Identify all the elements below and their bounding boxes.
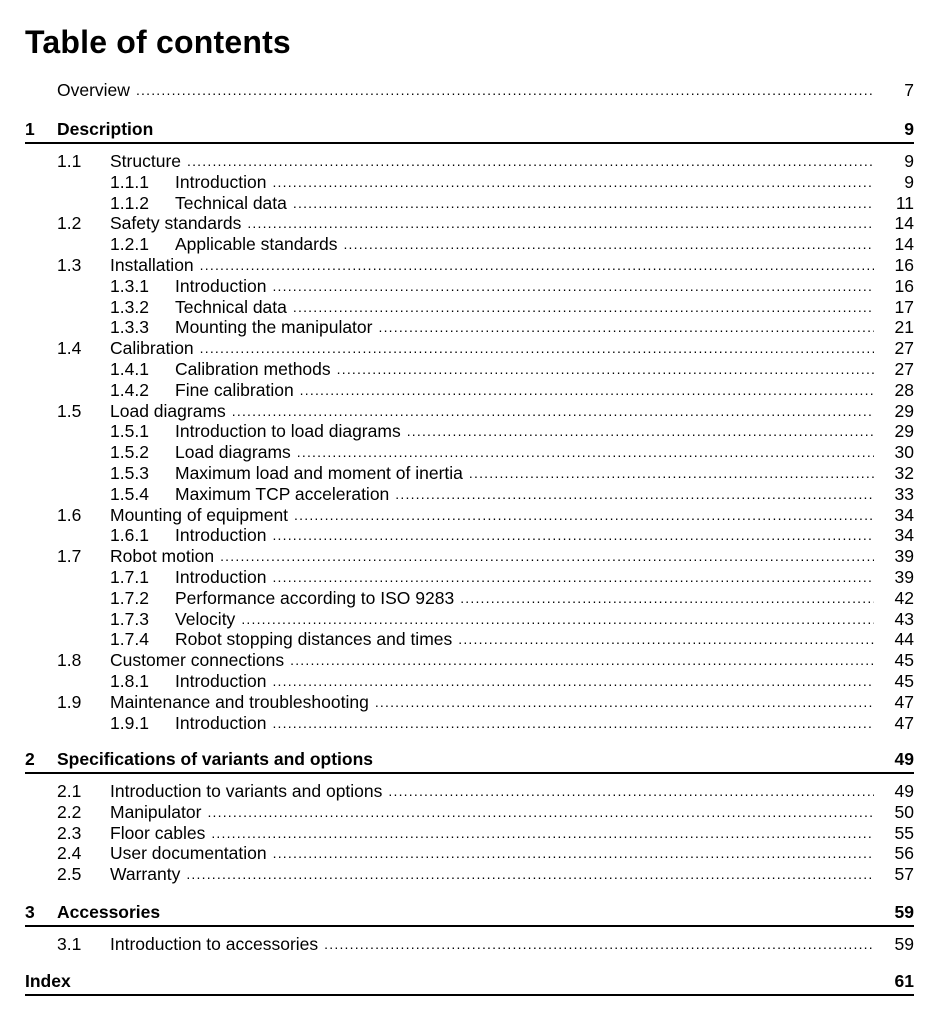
entry-page-number: 42 xyxy=(894,588,914,608)
entry-title: Floor cables xyxy=(110,823,211,844)
entry-number: 1.9.1 xyxy=(110,713,149,733)
entry-page-number: 11 xyxy=(895,193,914,213)
entry-title: Customer connections xyxy=(110,650,290,671)
entry-page-number: 57 xyxy=(894,864,914,884)
entry-page-number: 45 xyxy=(894,650,914,670)
toc-entry-1-3[interactable] xyxy=(57,255,914,276)
entry-number: 1.3.3 xyxy=(110,317,149,337)
toc-entry-1-2[interactable] xyxy=(57,213,914,234)
toc-entry-1-6[interactable] xyxy=(57,505,914,526)
entry-number: 2.4 xyxy=(57,843,82,863)
entry-number: 1.8 xyxy=(57,650,82,670)
entry-page-number: 34 xyxy=(894,525,914,545)
entry-title: Introduction xyxy=(175,671,272,692)
entry-page-number: 34 xyxy=(894,505,914,525)
toc-entry-1-7-1[interactable] xyxy=(110,567,914,588)
entry-number: 1.8.1 xyxy=(110,671,149,691)
entry-title: Introduction xyxy=(175,172,272,193)
entry-title: Maximum TCP acceleration xyxy=(175,484,395,505)
entry-page-number: 49 xyxy=(894,781,914,801)
entry-page-number: 39 xyxy=(894,567,914,587)
entry-page-number: 47 xyxy=(894,692,914,712)
entry-number: 1.1.2 xyxy=(110,193,149,213)
entry-title: Technical data xyxy=(175,193,293,214)
entry-title: Load diagrams xyxy=(110,401,232,422)
entry-page-number: 30 xyxy=(894,442,914,462)
entry-title: Introduction xyxy=(175,276,272,297)
entry-number: 1.2.1 xyxy=(110,234,149,254)
leader-dots xyxy=(232,401,874,422)
toc-index-entry[interactable] xyxy=(25,971,914,992)
entry-title: Calibration methods xyxy=(175,359,337,380)
leader-dots xyxy=(272,567,874,588)
entry-title: Specifications of variants and options xyxy=(57,749,379,770)
toc-overview-entry[interactable] xyxy=(57,80,914,101)
entry-page-number: 9 xyxy=(904,172,914,192)
entry-number: 2 xyxy=(25,749,35,769)
leader-dots xyxy=(200,338,874,359)
toc-entry-1-4[interactable] xyxy=(57,338,914,359)
toc-entry-2-2[interactable] xyxy=(57,802,914,823)
entry-title: Performance according to ISO 9283 xyxy=(175,588,460,609)
entry-number: 1.7.1 xyxy=(110,567,149,587)
toc-entry-1-8-1[interactable] xyxy=(110,671,914,692)
entry-number: 2.3 xyxy=(57,823,82,843)
toc-entry-1-7-3[interactable] xyxy=(110,609,914,630)
entry-number: 1.7.4 xyxy=(110,629,149,649)
toc-entry-2-1[interactable] xyxy=(57,781,914,802)
entry-number: 2.2 xyxy=(57,802,82,822)
leader-dots xyxy=(247,213,874,234)
leader-dots xyxy=(324,934,874,955)
leader-dots xyxy=(458,629,874,650)
entry-number: 1.1 xyxy=(57,151,82,171)
leader-dots xyxy=(293,297,874,318)
entry-title: Safety standards xyxy=(110,213,247,234)
entry-number: 1.3.1 xyxy=(110,276,149,296)
entry-title: Introduction xyxy=(175,525,272,546)
toc-chapter-1[interactable] xyxy=(25,119,914,140)
entry-title: Technical data xyxy=(175,297,293,318)
toc-entry-1-5-1[interactable] xyxy=(110,421,914,442)
leader-dots xyxy=(241,609,874,630)
leader-dots xyxy=(272,276,874,297)
leader-dots xyxy=(207,802,874,823)
entry-title: Accessories xyxy=(57,902,166,923)
entry-number: 1.5.4 xyxy=(110,484,149,504)
toc-chapter-3[interactable] xyxy=(25,902,914,923)
page-title: Table of contents xyxy=(25,24,291,60)
entry-page-number: 28 xyxy=(894,380,914,400)
toc-entry-1-8[interactable] xyxy=(57,650,914,671)
entry-page-number: 29 xyxy=(894,401,914,421)
leader-dots xyxy=(337,359,874,380)
leader-dots xyxy=(272,671,874,692)
toc-entry-2-5[interactable] xyxy=(57,864,914,885)
leader-dots xyxy=(272,713,874,734)
leader-dots xyxy=(395,484,874,505)
leader-dots xyxy=(220,546,874,567)
toc-entry-1-7-4[interactable] xyxy=(110,629,914,650)
index-rule xyxy=(25,994,914,996)
entry-page-number: 61 xyxy=(894,971,914,991)
entry-page-number: 7 xyxy=(904,80,914,100)
toc-entry-1-5[interactable] xyxy=(57,401,914,422)
entry-title: User documentation xyxy=(110,843,273,864)
entry-page-number: 49 xyxy=(894,749,914,769)
entry-number: 1.6.1 xyxy=(110,525,149,545)
entry-page-number: 9 xyxy=(904,119,914,139)
leader-dots xyxy=(297,442,874,463)
entry-number: 1.5.3 xyxy=(110,463,149,483)
toc-entry-1-3-1[interactable] xyxy=(110,276,914,297)
leader-dots xyxy=(378,317,874,338)
entry-page-number: 27 xyxy=(894,338,914,358)
toc-entry-1-4-1[interactable] xyxy=(110,359,914,380)
entry-page-number: 21 xyxy=(894,317,914,337)
entry-page-number: 50 xyxy=(894,802,914,822)
entry-number: 3 xyxy=(25,902,35,922)
entry-page-number: 33 xyxy=(894,484,914,504)
toc-entry-1-4-2[interactable] xyxy=(110,380,914,401)
entry-page-number: 32 xyxy=(894,463,914,483)
toc-entry-1-6-1[interactable] xyxy=(110,525,914,546)
toc-entry-1-7-2[interactable] xyxy=(110,588,914,609)
entry-title: Installation xyxy=(110,255,200,276)
toc-entry-1-1[interactable] xyxy=(57,151,914,172)
entry-title: Introduction to variants and options xyxy=(110,781,388,802)
entry-number: 1.4 xyxy=(57,338,82,358)
entry-number: 1.5.1 xyxy=(110,421,149,441)
entry-number: 2.1 xyxy=(57,781,82,801)
entry-number: 1.1.1 xyxy=(110,172,149,192)
toc-chapter-2[interactable] xyxy=(25,749,914,770)
entry-number: 1.5.2 xyxy=(110,442,149,462)
entry-page-number: 16 xyxy=(894,255,914,275)
entry-title: Applicable standards xyxy=(175,234,343,255)
toc-entry-1-2-1[interactable] xyxy=(110,234,914,255)
leader-dots xyxy=(211,823,874,844)
entry-number: 1.7.3 xyxy=(110,609,149,629)
entry-title: Velocity xyxy=(175,609,241,630)
toc-entry-1-5-3[interactable] xyxy=(110,463,914,484)
toc-entry-3-1[interactable] xyxy=(57,934,914,955)
entry-page-number: 43 xyxy=(894,609,914,629)
entry-title: Maintenance and troubleshooting xyxy=(110,692,375,713)
entry-page-number: 14 xyxy=(894,213,914,233)
entry-title: Mounting of equipment xyxy=(110,505,294,526)
entry-number: 1.4.1 xyxy=(110,359,149,379)
leader-dots xyxy=(294,505,874,526)
entry-page-number: 55 xyxy=(894,823,914,843)
entry-title: Introduction xyxy=(175,713,272,734)
leader-dots xyxy=(343,234,874,255)
entry-title: Mounting the manipulator xyxy=(175,317,378,338)
entry-title: Fine calibration xyxy=(175,380,300,401)
entry-title: Maximum load and moment of inertia xyxy=(175,463,469,484)
entry-number: 1.3.2 xyxy=(110,297,149,317)
entry-number: 1.5 xyxy=(57,401,82,421)
leader-dots xyxy=(469,463,874,484)
toc-entry-1-1-1[interactable] xyxy=(110,172,914,193)
toc-entry-1-3-3[interactable] xyxy=(110,317,914,338)
entry-title: Robot motion xyxy=(110,546,220,567)
entry-page-number: 29 xyxy=(894,421,914,441)
leader-dots xyxy=(388,781,874,802)
entry-title: Introduction to load diagrams xyxy=(175,421,407,442)
leader-dots xyxy=(272,172,874,193)
leader-dots xyxy=(407,421,874,442)
entry-number: 1.9 xyxy=(57,692,82,712)
leader-dots xyxy=(300,380,874,401)
entry-page-number: 59 xyxy=(894,902,914,922)
entry-number: 3.1 xyxy=(57,934,82,954)
entry-page-number: 27 xyxy=(894,359,914,379)
entry-title: Robot stopping distances and times xyxy=(175,629,458,650)
entry-title: Structure xyxy=(110,151,187,172)
entry-page-number: 14 xyxy=(894,234,914,254)
leader-dots xyxy=(187,151,874,172)
entry-page-number: 17 xyxy=(894,297,914,317)
entry-page-number: 45 xyxy=(894,671,914,691)
entry-number: 1.2 xyxy=(57,213,82,233)
chapter-rule xyxy=(25,142,914,144)
entry-page-number: 16 xyxy=(894,276,914,296)
toc-entry-1-9[interactable] xyxy=(57,692,914,713)
entry-title: Warranty xyxy=(110,864,186,885)
entry-number: 1.3 xyxy=(57,255,82,275)
toc-entry-1-7[interactable] xyxy=(57,546,914,567)
chapter-rule xyxy=(25,925,914,927)
entry-title: Overview xyxy=(57,80,136,101)
entry-title: Index xyxy=(25,971,77,992)
toc-entry-1-5-2[interactable] xyxy=(110,442,914,463)
leader-dots xyxy=(200,255,874,276)
entry-page-number: 59 xyxy=(894,934,914,954)
entry-number: 1.6 xyxy=(57,505,82,525)
leader-dots xyxy=(186,864,874,885)
entry-title: Calibration xyxy=(110,338,200,359)
toc-entry-1-9-1[interactable] xyxy=(110,713,914,734)
entry-page-number: 9 xyxy=(904,151,914,171)
toc-entry-2-4[interactable] xyxy=(57,843,914,864)
entry-title: Introduction to accessories xyxy=(110,934,324,955)
leader-dots xyxy=(273,843,874,864)
entry-number: 1.7.2 xyxy=(110,588,149,608)
chapter-rule xyxy=(25,772,914,774)
entry-page-number: 39 xyxy=(894,546,914,566)
leader-dots xyxy=(375,692,874,713)
entry-page-number: 44 xyxy=(894,629,914,649)
entry-title: Introduction xyxy=(175,567,272,588)
entry-number: 1 xyxy=(25,119,35,139)
toc-entry-1-3-2[interactable] xyxy=(110,297,914,318)
toc-entry-1-5-4[interactable] xyxy=(110,484,914,505)
leader-dots xyxy=(293,193,874,214)
entry-number: 2.5 xyxy=(57,864,82,884)
toc-entry-2-3[interactable] xyxy=(57,823,914,844)
entry-title: Load diagrams xyxy=(175,442,297,463)
leader-dots xyxy=(136,80,874,101)
entry-title: Description xyxy=(57,119,159,140)
entry-page-number: 56 xyxy=(894,843,914,863)
toc-entry-1-1-2[interactable] xyxy=(110,193,914,214)
entry-title: Manipulator xyxy=(110,802,207,823)
entry-number: 1.4.2 xyxy=(110,380,149,400)
leader-dots xyxy=(290,650,874,671)
entry-page-number: 47 xyxy=(894,713,914,733)
leader-dots xyxy=(460,588,874,609)
entry-number: 1.7 xyxy=(57,546,82,566)
leader-dots xyxy=(272,525,874,546)
